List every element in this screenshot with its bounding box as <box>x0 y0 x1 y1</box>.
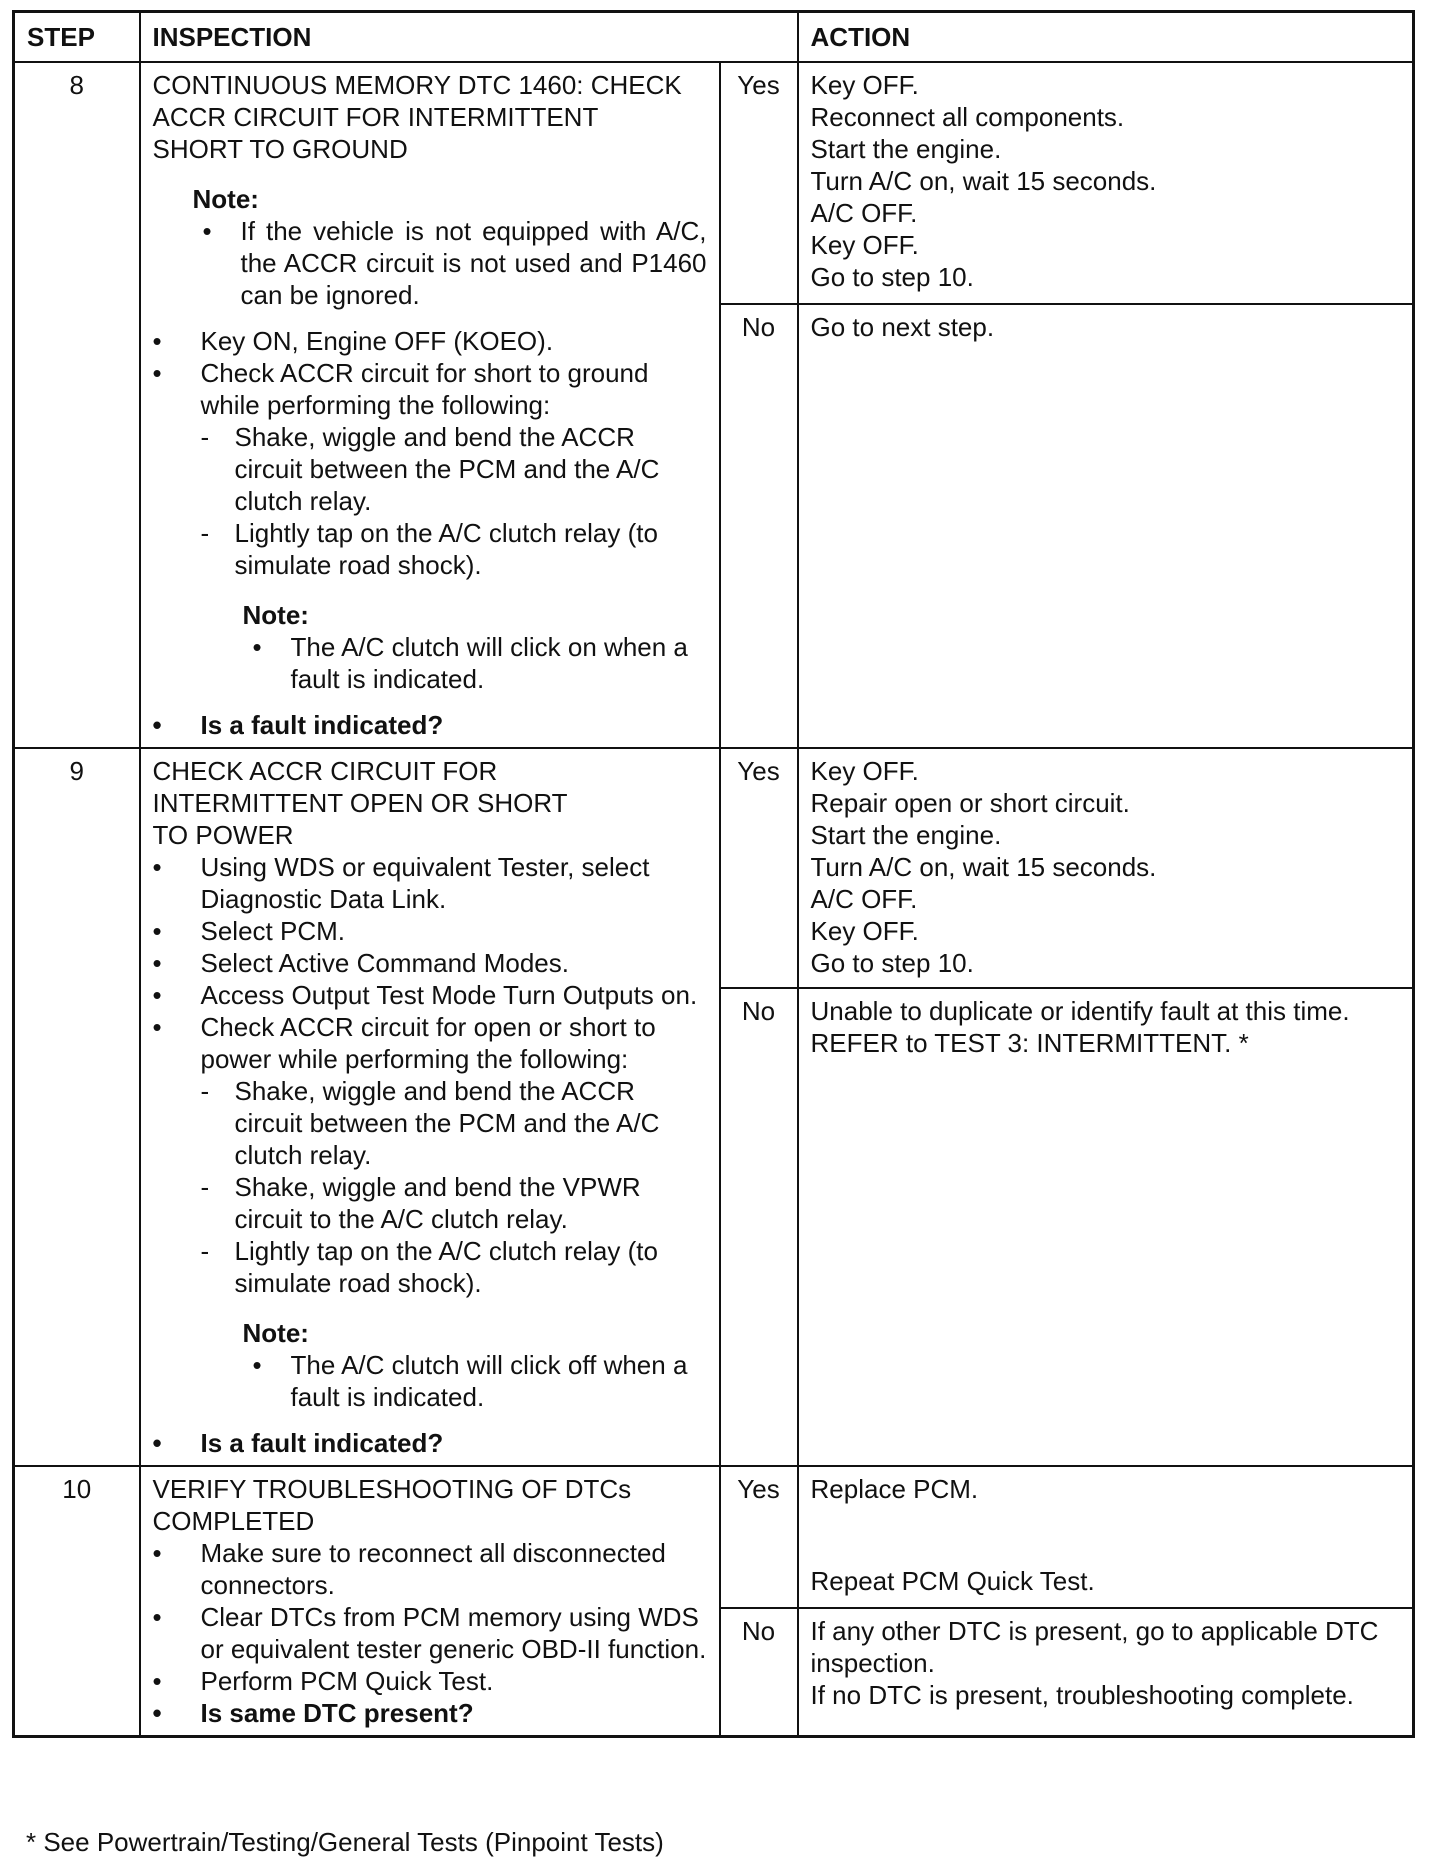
bullet-icon: • <box>152 710 162 740</box>
list-item-text: Make sure to reconnect all disconnected connectors. <box>200 1538 666 1600</box>
note-block <box>243 1317 707 1413</box>
question-text: Is a fault indicated? <box>200 1428 444 1458</box>
header-inspection: INSPECTION <box>140 12 798 63</box>
inspection-cell <box>140 62 720 748</box>
action-line: Go to step 10. <box>810 262 974 292</box>
action-line: A/C OFF. <box>810 198 918 228</box>
question-item <box>153 1427 707 1459</box>
action-line: Key OFF. <box>810 756 919 786</box>
bullet-icon: • <box>152 1602 162 1632</box>
inspection-title-line: VERIFY TROUBLESHOOTING OF DTCs <box>152 1474 632 1504</box>
list-item <box>153 979 707 1011</box>
list-item-text: Check ACCR circuit for short to ground while performing the following: <box>200 358 649 420</box>
list-item <box>153 357 707 421</box>
action-line: Start the engine. <box>810 134 1002 164</box>
list-item-text: Select Active Command Modes. <box>200 948 569 978</box>
list-item-text: Perform PCM Quick Test. <box>200 1666 494 1696</box>
note-title: Note: <box>242 600 309 630</box>
note-item <box>243 1349 707 1413</box>
action-line: Key OFF. <box>810 916 919 946</box>
list-item <box>153 947 707 979</box>
bullet-icon: • <box>152 948 162 978</box>
header-step: STEP <box>14 12 140 63</box>
table-row <box>14 1466 1414 1608</box>
step-number: 10 <box>14 1466 140 1737</box>
bullet-icon: • <box>152 980 162 1010</box>
list-item-text: Access Output Test Mode Turn Outputs on. <box>200 980 698 1010</box>
sub-list-item <box>201 1171 707 1235</box>
action-line: REFER to TEST 3: INTERMITTENT. * <box>810 1028 1249 1058</box>
dash-icon: - <box>200 1236 210 1266</box>
list-item <box>153 325 707 357</box>
bullet-icon: • <box>152 1666 162 1696</box>
step-number: 9 <box>14 748 140 1466</box>
bullet-icon: • <box>252 632 262 662</box>
note-title: Note: <box>242 1318 309 1348</box>
no-action-cell <box>798 1608 1414 1737</box>
sub-list-item-text: Shake, wiggle and bend the ACCR circuit between the PCM and the A/C clutch relay. <box>234 1076 660 1170</box>
list-item <box>153 915 707 947</box>
sub-list-item <box>201 517 707 581</box>
question-item <box>153 709 707 741</box>
list-item-text: Check ACCR circuit for open or short to power while performing the following: <box>200 1012 656 1074</box>
sub-list-item-text: Lightly tap on the A/C clutch relay (to simulate road shock). <box>234 518 658 580</box>
action-line: Replace PCM. <box>810 1474 979 1504</box>
action-line: Start the engine. <box>810 820 1002 850</box>
list-item <box>153 1665 707 1697</box>
note-title: Note: <box>192 184 259 214</box>
action-line: If any other DTC is present, go to applicable DTC inspection. <box>810 1616 1379 1678</box>
action-line: Reconnect all components. <box>810 102 1125 132</box>
table-row <box>14 62 1414 304</box>
sub-list-item <box>201 1075 707 1171</box>
bullet-icon: • <box>152 852 162 882</box>
dash-icon: - <box>200 1172 210 1202</box>
action-line: Repair open or short circuit. <box>810 788 1130 818</box>
action-line: Repeat PCM Quick Test. <box>810 1566 1095 1596</box>
bullet-icon: • <box>152 1012 162 1042</box>
question-text: Is a fault indicated? <box>200 710 444 740</box>
step-number: 8 <box>14 62 140 748</box>
note-item <box>193 215 707 311</box>
table-row <box>14 748 1414 988</box>
note-text: If the vehicle is not equipped with A/C, the ACCR circuit is not used and P1460 can be ignored. <box>240 216 707 310</box>
yes-label: Yes <box>720 62 798 304</box>
bullet-icon: • <box>252 1350 262 1380</box>
sub-list-item-text: Shake, wiggle and bend the VPWR circuit to the A/C clutch relay. <box>234 1172 641 1234</box>
header-action: ACTION <box>798 12 1414 63</box>
yes-action-cell <box>798 1466 1414 1608</box>
inspection-cell <box>140 1466 720 1737</box>
list-item <box>153 1601 707 1665</box>
list-item <box>153 1537 707 1601</box>
action-line: Unable to duplicate or identify fault at this time. <box>810 996 1350 1026</box>
list-item <box>153 1011 707 1075</box>
list-item <box>153 851 707 915</box>
page <box>12 10 1412 1738</box>
action-line: If no DTC is present, troubleshooting complete. <box>810 1680 1354 1710</box>
bullet-icon: • <box>152 358 162 388</box>
inspection-title-line: SHORT TO GROUND <box>152 134 408 164</box>
action-line: Go to step 10. <box>810 948 974 978</box>
no-label: No <box>720 1608 798 1737</box>
bullet-icon: • <box>152 916 162 946</box>
inspection-title-line: TO POWER <box>152 820 294 850</box>
inspection-title-line: CHECK ACCR CIRCUIT FOR <box>152 756 498 786</box>
inspection-title-line: ACCR CIRCUIT FOR INTERMITTENT <box>152 102 599 132</box>
sub-list-item <box>201 1235 707 1299</box>
dash-icon: - <box>200 1076 210 1106</box>
yes-label: Yes <box>720 1466 798 1608</box>
yes-action-cell <box>798 62 1414 304</box>
bullet-icon: • <box>152 326 162 356</box>
sub-list-item-text: Lightly tap on the A/C clutch relay (to simulate road shock). <box>234 1236 658 1298</box>
action-line: Turn A/C on, wait 15 seconds. <box>810 852 1157 882</box>
bullet-icon: • <box>152 1428 162 1458</box>
bullet-icon: • <box>152 1698 162 1728</box>
dash-icon: - <box>200 518 210 548</box>
no-label: No <box>720 304 798 748</box>
action-line: Key OFF. <box>810 230 919 260</box>
no-action-cell <box>798 988 1414 1466</box>
action-line: Go to next step. <box>810 312 995 342</box>
inspection-title-line: INTERMITTENT OPEN OR SHORT <box>152 788 568 818</box>
yes-action-cell <box>798 748 1414 988</box>
sub-list-item <box>201 421 707 517</box>
list-item-text: Using WDS or equivalent Tester, select Diagnostic Data Link. <box>200 852 650 914</box>
no-action-cell <box>798 304 1414 748</box>
question-item <box>153 1697 707 1729</box>
note-text: The A/C clutch will click on when a fault is indicated. <box>290 632 688 694</box>
inspection-title-line: COMPLETED <box>152 1506 315 1536</box>
inspection-cell <box>140 748 720 1466</box>
note-text: The A/C clutch will click off when a fault is indicated. <box>290 1350 688 1412</box>
bullet-icon: • <box>152 1538 162 1568</box>
sub-list-item-text: Shake, wiggle and bend the ACCR circuit between the PCM and the A/C clutch relay. <box>234 422 660 516</box>
yes-label: Yes <box>720 748 798 988</box>
diagnostic-table <box>12 10 1415 1738</box>
action-line: Key OFF. <box>810 70 919 100</box>
action-line: Turn A/C on, wait 15 seconds. <box>810 166 1157 196</box>
dash-icon: - <box>200 422 210 452</box>
table-header-row <box>14 12 1414 63</box>
list-item-text: Select PCM. <box>200 916 345 946</box>
inspection-title-line: CONTINUOUS MEMORY DTC 1460: CHECK <box>152 70 682 100</box>
note-block <box>193 183 707 311</box>
list-item-text: Key ON, Engine OFF (KOEO). <box>200 326 554 356</box>
note-item <box>243 631 707 695</box>
note-block <box>243 599 707 695</box>
no-label: No <box>720 988 798 1466</box>
question-text: Is same DTC present? <box>200 1698 474 1728</box>
footnote: * See Powertrain/Testing/General Tests (Pinpoint Tests) <box>26 1827 664 1857</box>
list-item-text: Clear DTCs from PCM memory using WDS or equivalent tester generic OBD-II function. <box>200 1602 707 1664</box>
bullet-icon: • <box>202 216 212 246</box>
action-line: A/C OFF. <box>810 884 918 914</box>
